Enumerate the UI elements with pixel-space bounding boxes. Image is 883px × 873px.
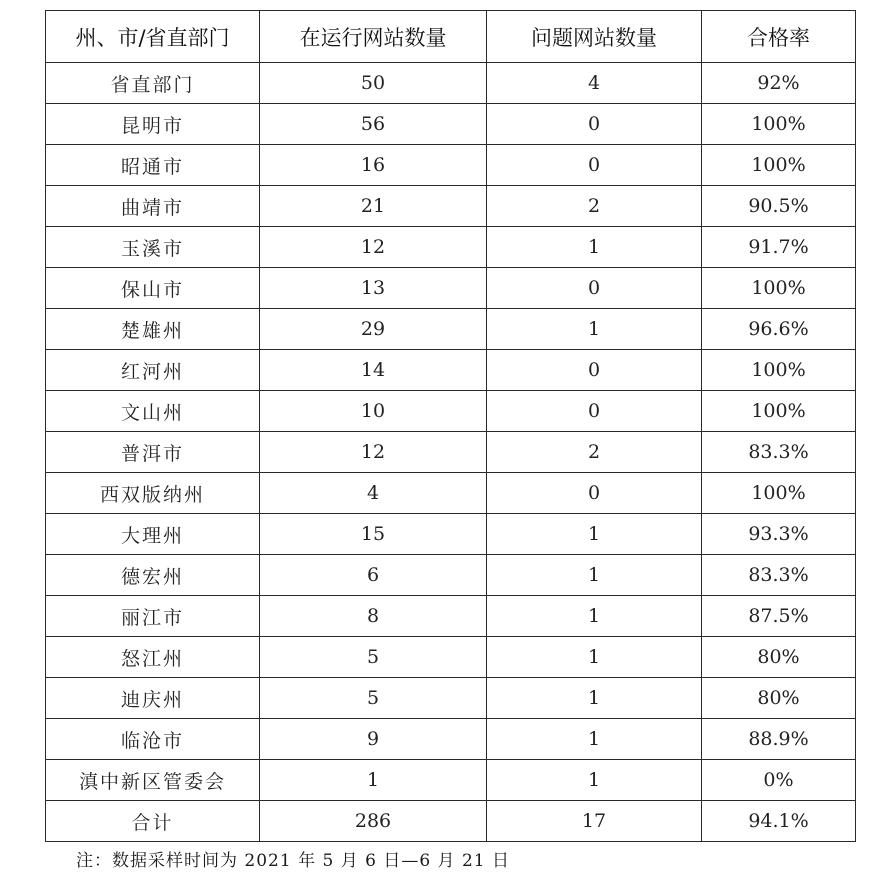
data-sampling-note: 注：数据采样时间为 2021 年 5 月 6 日—6 月 21 日 xyxy=(76,851,510,871)
pass-rate-cell: 100% xyxy=(702,473,856,514)
pass-rate-cell: 87.5% xyxy=(702,596,856,637)
table-row xyxy=(46,268,856,309)
problem-sites-cell: 4 xyxy=(487,63,702,104)
running-sites-cell: 5 xyxy=(260,637,487,678)
pass-rate-cell: 93.3% xyxy=(702,514,856,555)
pass-rate-cell: 80% xyxy=(702,637,856,678)
pass-rate-cell: 94.1% xyxy=(702,801,856,842)
table-row xyxy=(46,227,856,268)
table-row xyxy=(46,432,856,473)
region-cell: 昆明市 xyxy=(46,104,260,145)
pass-rate-cell: 90.5% xyxy=(702,186,856,227)
pass-rate-cell: 91.7% xyxy=(702,227,856,268)
pass-rate-cell: 100% xyxy=(702,104,856,145)
region-cell: 合计 xyxy=(46,801,260,842)
pass-rate-cell: 92% xyxy=(702,63,856,104)
table-row xyxy=(46,719,856,760)
header-running-sites: 在运行网站数量 xyxy=(260,11,487,63)
problem-sites-cell: 0 xyxy=(487,268,702,309)
problem-sites-cell: 17 xyxy=(487,801,702,842)
region-cell: 楚雄州 xyxy=(46,309,260,350)
header-region: 州、市/省直部门 xyxy=(46,11,260,63)
running-sites-cell: 1 xyxy=(260,760,487,801)
table-row xyxy=(46,760,856,801)
pass-rate-cell: 0% xyxy=(702,760,856,801)
problem-sites-cell: 2 xyxy=(487,186,702,227)
pass-rate-cell: 100% xyxy=(702,145,856,186)
website-stats-table xyxy=(45,10,856,842)
problem-sites-cell: 0 xyxy=(487,145,702,186)
running-sites-cell: 6 xyxy=(260,555,487,596)
table-row xyxy=(46,596,856,637)
table-row xyxy=(46,309,856,350)
pass-rate-cell: 80% xyxy=(702,678,856,719)
problem-sites-cell: 0 xyxy=(487,104,702,145)
pass-rate-cell: 100% xyxy=(702,268,856,309)
table-row xyxy=(46,145,856,186)
running-sites-cell: 10 xyxy=(260,391,487,432)
region-cell: 玉溪市 xyxy=(46,227,260,268)
problem-sites-cell: 1 xyxy=(487,555,702,596)
running-sites-cell: 16 xyxy=(260,145,487,186)
region-cell: 大理州 xyxy=(46,514,260,555)
region-cell: 省直部门 xyxy=(46,63,260,104)
region-cell: 西双版纳州 xyxy=(46,473,260,514)
pass-rate-cell: 100% xyxy=(702,391,856,432)
running-sites-cell: 12 xyxy=(260,227,487,268)
table-row xyxy=(46,391,856,432)
problem-sites-cell: 1 xyxy=(487,760,702,801)
table-row xyxy=(46,63,856,104)
region-cell: 昭通市 xyxy=(46,145,260,186)
table-header-row xyxy=(46,11,856,63)
problem-sites-cell: 1 xyxy=(487,227,702,268)
table-row xyxy=(46,678,856,719)
region-cell: 丽江市 xyxy=(46,596,260,637)
running-sites-cell: 8 xyxy=(260,596,487,637)
pass-rate-cell: 83.3% xyxy=(702,432,856,473)
running-sites-cell: 4 xyxy=(260,473,487,514)
pass-rate-cell: 100% xyxy=(702,350,856,391)
region-cell: 普洱市 xyxy=(46,432,260,473)
pass-rate-cell: 88.9% xyxy=(702,719,856,760)
table-body xyxy=(46,63,856,842)
problem-sites-cell: 1 xyxy=(487,678,702,719)
region-cell: 滇中新区管委会 xyxy=(46,760,260,801)
header-problem-sites: 问题网站数量 xyxy=(487,11,702,63)
website-stats-table-wrapper xyxy=(45,10,855,842)
pass-rate-cell: 83.3% xyxy=(702,555,856,596)
region-cell: 保山市 xyxy=(46,268,260,309)
problem-sites-cell: 0 xyxy=(487,391,702,432)
header-pass-rate: 合格率 xyxy=(702,11,856,63)
problem-sites-cell: 1 xyxy=(487,719,702,760)
region-cell: 文山州 xyxy=(46,391,260,432)
region-cell: 德宏州 xyxy=(46,555,260,596)
table-row xyxy=(46,186,856,227)
running-sites-cell: 56 xyxy=(260,104,487,145)
running-sites-cell: 21 xyxy=(260,186,487,227)
table-row xyxy=(46,104,856,145)
table-row xyxy=(46,350,856,391)
problem-sites-cell: 1 xyxy=(487,596,702,637)
region-cell: 红河州 xyxy=(46,350,260,391)
problem-sites-cell: 1 xyxy=(487,309,702,350)
problem-sites-cell: 0 xyxy=(487,350,702,391)
running-sites-cell: 50 xyxy=(260,63,487,104)
table-row xyxy=(46,473,856,514)
table-row xyxy=(46,637,856,678)
region-cell: 迪庆州 xyxy=(46,678,260,719)
table-row xyxy=(46,801,856,842)
running-sites-cell: 13 xyxy=(260,268,487,309)
running-sites-cell: 29 xyxy=(260,309,487,350)
region-cell: 临沧市 xyxy=(46,719,260,760)
running-sites-cell: 286 xyxy=(260,801,487,842)
region-cell: 怒江州 xyxy=(46,637,260,678)
table-row xyxy=(46,514,856,555)
running-sites-cell: 9 xyxy=(260,719,487,760)
problem-sites-cell: 1 xyxy=(487,637,702,678)
problem-sites-cell: 0 xyxy=(487,473,702,514)
problem-sites-cell: 2 xyxy=(487,432,702,473)
pass-rate-cell: 96.6% xyxy=(702,309,856,350)
region-cell: 曲靖市 xyxy=(46,186,260,227)
table-row xyxy=(46,555,856,596)
running-sites-cell: 14 xyxy=(260,350,487,391)
running-sites-cell: 5 xyxy=(260,678,487,719)
problem-sites-cell: 1 xyxy=(487,514,702,555)
running-sites-cell: 12 xyxy=(260,432,487,473)
running-sites-cell: 15 xyxy=(260,514,487,555)
